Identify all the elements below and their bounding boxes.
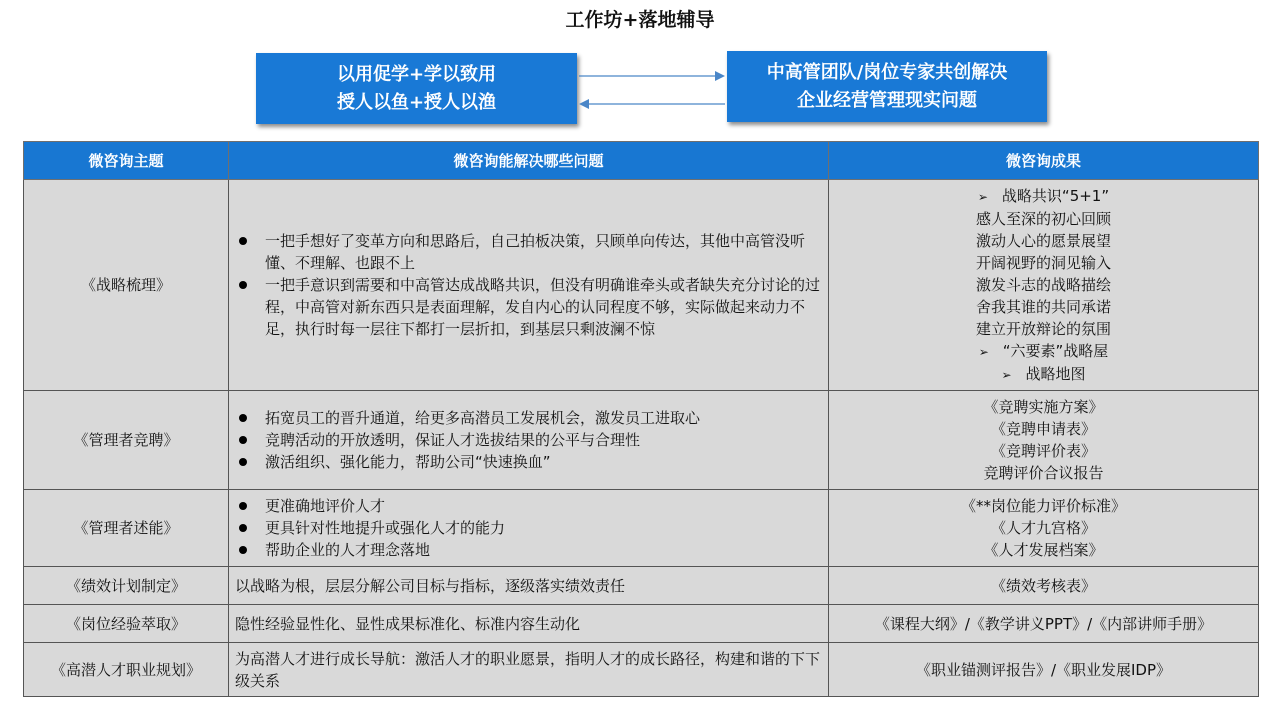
problem-item: 更具针对性地提升或强化人才的能力 [235,517,822,539]
table-row [24,490,1259,567]
result-item: ➢ “六要素”战略屋 [978,341,1109,360]
problems-cell [229,391,829,490]
result-item: 《竞聘评价表》 [990,442,1096,460]
header-results: 微咨询成果 [829,142,1259,180]
result-item: 《竞聘实施方案》 [983,398,1104,416]
result-item: 《**岗位能力评价标准》 [960,497,1126,515]
arrow-bullet-icon: ➢ [1001,367,1012,382]
arrow-left-icon [579,99,725,109]
results-cell: 《绩效考核表》 [829,567,1259,605]
problem-item: 一把手想好了变革方向和思路后，自己拍板决策，只顾单向传达，其他中高管没听懂、不理解、也跟不上 [235,230,822,274]
problems-cell: 为高潜人才进行成长导航：激活人才的职业愿景，指明人才的成长路径，构建和谐的下下级关系 [229,643,829,697]
table-row [24,643,1259,697]
table-row [24,605,1259,643]
bidirectional-arrows [577,60,727,120]
topic-cell: 《绩效计划制定》 [24,567,229,605]
goal-line-2: 企业经营管理现实问题 [797,89,977,111]
header-topic: 微咨询主题 [24,142,229,180]
result-item: 感人至深的初心回顾 [975,209,1111,228]
problem-item: 拓宽员工的晋升通道，给更多高潜员工发展机会，激发员工进取心 [235,407,822,429]
result-item: ➢ 战略地图 [1001,364,1086,383]
problem-list [235,407,822,473]
topic-cell: 《高潜人才职业规划》 [24,643,229,697]
results-cell: 《课程大纲》/《教学讲义PPT》/《内部讲师手册》 [829,605,1259,643]
result-item: 建立开放辩论的氛围 [975,319,1111,338]
result-item: 《竞聘申请表》 [990,420,1096,438]
problems-cell: 以战略为根，层层分解公司目标与指标，逐级落实绩效责任 [229,567,829,605]
header-problems: 微咨询能解决哪些问题 [229,142,829,180]
problem-item: 一把手意识到需要和中高管达成战略共识，但没有明确谁牵头或者缺失充分讨论的过程，中高管对新东西只是表面理解，发自内心的认同程度不够，实际做起来动力不足，执行时每一层往下都打一层折扣，到基层只剩波澜不惊 [235,274,822,340]
topic-cell: 《战略梳理》 [24,180,229,391]
table-row [24,391,1259,490]
topic-cell: 《管理者述能》 [24,490,229,567]
result-item: 激发斗志的战略描绘 [975,275,1111,294]
problem-item: 帮助企业的人才理念落地 [235,539,822,561]
result-item: 舍我其谁的共同承诺 [975,297,1111,316]
problem-item: 更准确地评价人才 [235,495,822,517]
table-row [24,180,1259,391]
consulting-table [23,141,1259,697]
problems-cell [229,490,829,567]
results-cell: 《职业锚测评报告》/《职业发展IDP》 [829,643,1259,697]
results-cell [829,490,1259,567]
table-header-row [24,142,1259,180]
results-cell [829,180,1259,391]
problems-cell: 隐性经验显性化、显性成果标准化、标准内容生动化 [229,605,829,643]
result-item: 《人才九宫格》 [990,519,1096,537]
results-cell [829,391,1259,490]
problem-item: 竞聘活动的开放透明，保证人才选拔结果的公平与合理性 [235,429,822,451]
problems-cell [229,180,829,391]
result-item: 《人才发展档案》 [983,541,1104,559]
problem-list [235,230,822,340]
arrow-bullet-icon: ➢ [977,189,988,204]
problem-list [235,495,822,561]
topic-cell: 《管理者竞聘》 [24,391,229,490]
problem-item: 激活组织、强化能力，帮助公司“快速换血” [235,451,822,473]
result-item: 开阔视野的洞见输入 [975,253,1111,272]
table-row [24,567,1259,605]
arrow-bullet-icon: ➢ [978,344,989,359]
result-item: 激动人心的愿景展望 [975,231,1111,250]
goal-box [727,51,1047,122]
goal-line-1: 中高管团队/岗位专家共创解决 [766,61,1008,83]
page-title: 工作坊+落地辅导 [565,9,715,31]
arrow-right-icon [579,71,725,81]
result-item: 竞聘评价合议报告 [983,464,1104,482]
result-item: ➢ 战略共识“5+1” [977,186,1110,205]
method-line-1: 以用促学+学以致用 [336,63,497,85]
method-box [256,53,577,124]
topic-cell: 《岗位经验萃取》 [24,605,229,643]
method-line-2: 授人以鱼+授人以渔 [336,91,497,113]
